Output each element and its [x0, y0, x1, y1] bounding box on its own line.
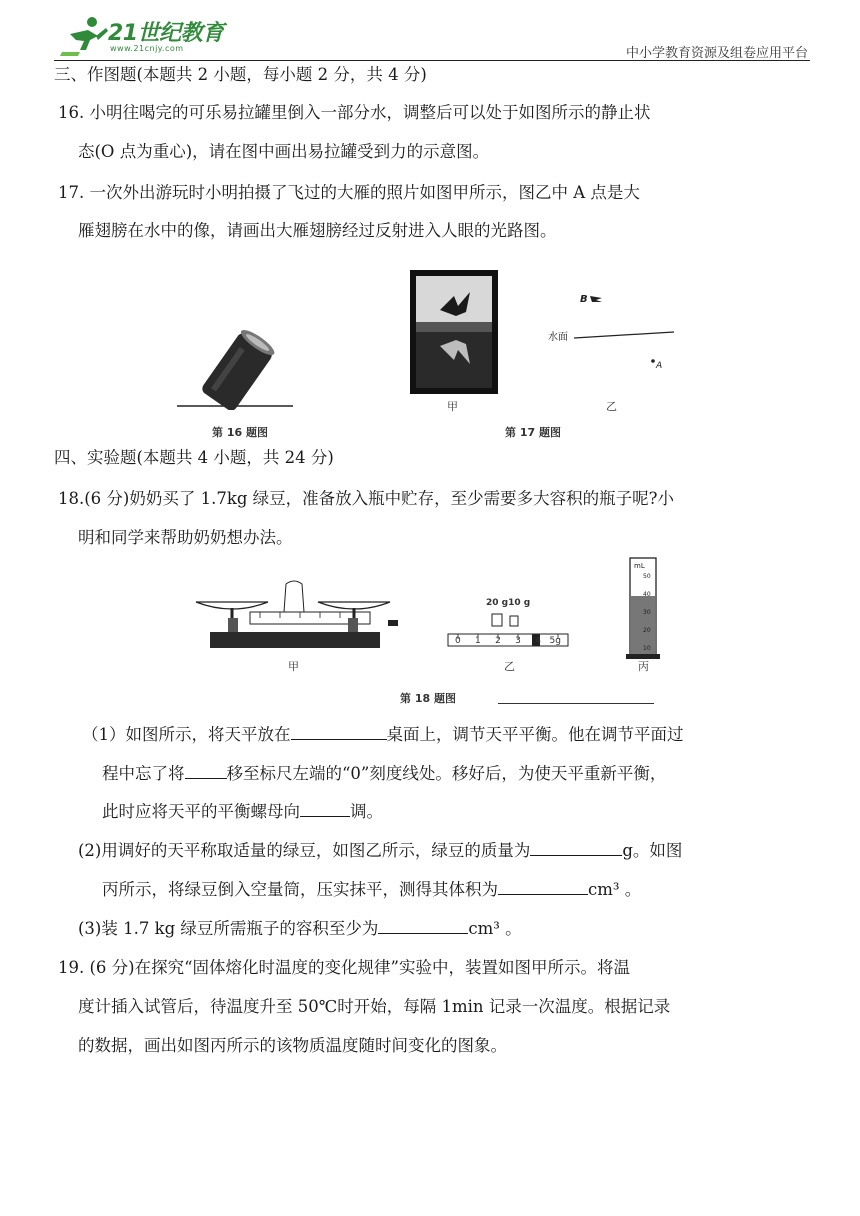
fig17-label-jia: 甲 — [447, 400, 458, 413]
q16-line2: 态(O 点为重心)，请在图中画出易拉罐受到力的示意图。 — [78, 142, 490, 161]
q18-part2-line1 — [78, 839, 682, 862]
blank-mass[interactable] — [530, 839, 622, 856]
q18-p1-text-a: （1）如图所示，将天平放在 — [82, 725, 291, 744]
tick-4: 4 — [535, 636, 541, 646]
fig18-balance — [190, 580, 405, 655]
cyl-tick-50: 50 — [643, 573, 651, 580]
logo — [60, 14, 230, 58]
q19-line1: 19. (6 分)在探究“固体熔化时温度的变化规律”实验中，装置如图甲所示。将温 — [58, 958, 630, 977]
fig17-water-diagram — [540, 288, 680, 378]
fig18-label-bing: 丙 — [638, 660, 649, 673]
fig18-scale-ticks — [455, 636, 561, 646]
q18-part3-line1 — [78, 917, 522, 940]
q18-p2-text-d: cm³ 。 — [588, 880, 642, 899]
tick-0: 0 — [455, 636, 461, 646]
fig18-cylinder — [626, 556, 660, 660]
q18-p2-text-a: (2)用调好的天平称取适量的绿豆，如图乙所示，绿豆的质量为 — [78, 841, 531, 860]
fig16-caption: 第 16 题图 — [212, 426, 268, 439]
fig18-label-jia: 甲 — [288, 660, 299, 673]
cyl-tick-30: 30 — [643, 609, 651, 616]
fig17-label-yi: 乙 — [606, 400, 617, 413]
tick-5: 5g — [549, 636, 561, 646]
header-divider — [54, 60, 810, 61]
q18-part1-line2 — [102, 762, 666, 785]
q18-part2-line2 — [102, 878, 641, 901]
logo-text: 21世纪教育 — [108, 21, 224, 46]
q18-p1-text-c: 程中忘了将 — [102, 764, 185, 783]
section3-title: 三、作图题(本题共 2 小题，每小题 2 分，共 4 分) — [54, 65, 427, 84]
runner-logo-icon — [60, 14, 110, 58]
q18-p1-text-e: 此时应将天平的平衡螺母向 — [102, 802, 300, 821]
blank-direction[interactable] — [300, 800, 350, 817]
q16-line1: 16. 小明往喝完的可乐易拉罐里倒入一部分水，调整后可以处于如图所示的静止状 — [58, 103, 651, 122]
fig18-label-yi: 乙 — [504, 660, 515, 673]
cyl-tick-20: 20 — [643, 627, 651, 634]
page-header — [0, 0, 860, 62]
blank-capacity[interactable] — [378, 917, 468, 934]
q19-line2: 度计插入试管后，待温度升至 50℃时开始，每隔 1min 记录一次温度。根据记录 — [78, 997, 671, 1016]
point-b-label: B — [580, 294, 588, 305]
q18-p3-text-a: (3)装 1.7 kg 绿豆所需瓶子的容积至少为 — [78, 919, 379, 938]
fig17-photo — [410, 270, 498, 394]
q18-part1-line1 — [82, 723, 684, 746]
tick-3: 3 — [515, 636, 521, 646]
blank-surface[interactable] — [291, 723, 387, 740]
point-a-label: A — [656, 361, 663, 371]
q18-p2-text-c: 丙所示，将绿豆倒入空量筒，压实抹平，测得其体积为 — [102, 880, 498, 899]
fig17-caption: 第 17 题图 — [505, 426, 561, 439]
cylinder-unit: mL — [634, 562, 645, 570]
cyl-tick-10: 10 — [643, 645, 651, 652]
blank-volume[interactable] — [498, 878, 588, 895]
tick-1: 1 — [475, 636, 481, 646]
water-surface-label: 水面 — [548, 332, 568, 343]
q18-p3-text-b: cm³ 。 — [468, 919, 522, 938]
fig18-underline — [498, 703, 654, 704]
platform-name: 中小学教育资源及组卷应用平台 — [625, 46, 808, 61]
q17-line1: 17. 一次外出游玩时小明拍摄了飞过的大雁的照片如图甲所示，图乙中 A 点是大 — [58, 183, 640, 202]
fig18-scale — [446, 612, 572, 652]
section4-title: 四、实验题(本题共 4 小题，共 24 分) — [54, 448, 334, 467]
q18-p1-text-d: 移至标尺左端的“0”刻度线处。移好后，为使天平重新平衡， — [226, 764, 667, 783]
q18-p2-text-b: g。如图 — [622, 841, 683, 860]
cyl-tick-40: 40 — [643, 591, 651, 598]
fig16-can-diagram — [175, 320, 295, 410]
fig18-caption: 第 18 题图 — [400, 692, 456, 705]
logo-url: www.21cnjy.com — [110, 44, 184, 53]
blank-rider[interactable] — [185, 762, 227, 779]
tick-2: 2 — [495, 636, 501, 646]
q18-line1: 18.(6 分)奶奶买了 1.7kg 绿豆，准备放入瓶中贮存，至少需要多大容积的瓶子呢?小 — [58, 489, 674, 508]
q18-p1-text-b: 桌面上，调节天平平衡。他在调节平面过 — [386, 725, 684, 744]
q18-part1-line3 — [102, 800, 383, 823]
fig18-weights-label: 20 g10 g — [486, 598, 531, 608]
q18-p1-text-f: 调。 — [350, 802, 383, 821]
q17-line2: 雁翅膀在水中的像，请画出大雁翅膀经过反射进入人眼的光路图。 — [78, 221, 557, 240]
q18-line2: 明和同学来帮助奶奶想办法。 — [78, 528, 293, 547]
q19-line3: 的数据，画出如图丙所示的该物质温度随时间变化的图象。 — [78, 1036, 507, 1055]
